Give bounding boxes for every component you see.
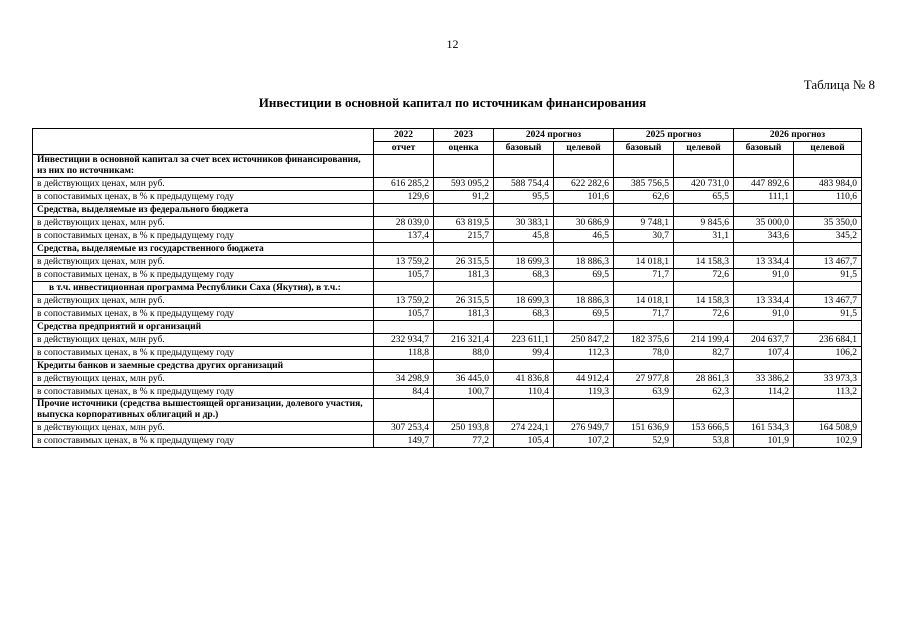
table-label: Таблица № 8 — [803, 77, 875, 92]
table-row-heading — [33, 360, 862, 373]
value-cell: 149,7 — [374, 435, 434, 448]
value-cell — [494, 282, 554, 295]
value-cell: 112,3 — [554, 347, 614, 360]
value-cell: 385 756,5 — [614, 178, 674, 191]
value-cell: 28 861,3 — [674, 373, 734, 386]
value-cell: 30,7 — [614, 230, 674, 243]
value-cell: 18 699,3 — [494, 256, 554, 269]
header-year-2025: 2025 прогноз — [614, 129, 734, 142]
value-cell — [674, 243, 734, 256]
table-row-heading — [33, 321, 862, 334]
value-cell — [614, 204, 674, 217]
value-cell — [434, 321, 494, 334]
value-cell: 106,2 — [794, 347, 862, 360]
value-cell — [674, 360, 734, 373]
value-cell: 276 949,7 — [554, 422, 614, 435]
value-cell — [554, 282, 614, 295]
row-label: в сопоставимых ценах, в % к предыдущему году — [33, 308, 374, 321]
value-cell: 215,7 — [434, 230, 494, 243]
value-cell: 250 193,8 — [434, 422, 494, 435]
header-year-2022: 2022 — [374, 129, 434, 142]
value-cell — [674, 321, 734, 334]
value-cell — [494, 204, 554, 217]
table-row — [33, 256, 862, 269]
value-cell — [734, 282, 794, 295]
value-cell: 181,3 — [434, 308, 494, 321]
table-row-heading — [33, 243, 862, 256]
table-header — [33, 129, 862, 155]
value-cell — [374, 243, 434, 256]
table-row — [33, 191, 862, 204]
value-cell — [734, 399, 794, 422]
value-cell: 44 912,4 — [554, 373, 614, 386]
table-row — [33, 295, 862, 308]
table-row — [33, 422, 862, 435]
table-row-heading — [33, 204, 862, 217]
value-cell: 622 282,6 — [554, 178, 614, 191]
value-cell: 35 000,0 — [734, 217, 794, 230]
value-cell: 35 350,0 — [794, 217, 862, 230]
value-cell: 18 886,3 — [554, 295, 614, 308]
value-cell: 223 611,1 — [494, 334, 554, 347]
value-cell: 420 731,0 — [674, 178, 734, 191]
row-label: Средства предприятий и организаций — [33, 321, 374, 334]
value-cell: 45,8 — [494, 230, 554, 243]
value-cell: 111,1 — [734, 191, 794, 204]
value-cell: 91,2 — [434, 191, 494, 204]
table-row-heading — [33, 155, 862, 178]
value-cell — [554, 243, 614, 256]
value-cell: 65,5 — [674, 191, 734, 204]
value-cell: 41 836,8 — [494, 373, 554, 386]
value-cell: 101,6 — [554, 191, 614, 204]
value-cell: 274 224,1 — [494, 422, 554, 435]
value-cell: 447 892,6 — [734, 178, 794, 191]
row-label: Средства, выделяемые из федерального бюджета — [33, 204, 374, 217]
value-cell: 204 637,7 — [734, 334, 794, 347]
value-cell — [614, 321, 674, 334]
value-cell — [494, 399, 554, 422]
value-cell — [674, 282, 734, 295]
value-cell: 14 158,3 — [674, 295, 734, 308]
value-cell: 72,6 — [674, 269, 734, 282]
value-cell: 9 748,1 — [614, 217, 674, 230]
value-cell — [794, 360, 862, 373]
row-label: Средства, выделяемые из государственного бюджета — [33, 243, 374, 256]
row-label: в действующих ценах, млн руб. — [33, 178, 374, 191]
value-cell — [494, 155, 554, 178]
value-cell: 250 847,2 — [554, 334, 614, 347]
value-cell: 102,9 — [794, 435, 862, 448]
value-cell: 30 383,1 — [494, 217, 554, 230]
value-cell: 483 984,0 — [794, 178, 862, 191]
value-cell: 71,7 — [614, 308, 674, 321]
value-cell: 63 819,5 — [434, 217, 494, 230]
value-cell — [734, 360, 794, 373]
value-cell — [374, 360, 434, 373]
row-label: в сопоставимых ценах, в % к предыдущему году — [33, 191, 374, 204]
value-cell: 18 886,3 — [554, 256, 614, 269]
value-cell: 27 977,8 — [614, 373, 674, 386]
value-cell: 13 759,2 — [374, 256, 434, 269]
header-sub: целевой — [554, 142, 614, 155]
value-cell: 68,3 — [494, 269, 554, 282]
value-cell: 153 666,5 — [674, 422, 734, 435]
value-cell: 164 508,9 — [794, 422, 862, 435]
value-cell: 14 018,1 — [614, 295, 674, 308]
value-cell: 161 534,3 — [734, 422, 794, 435]
value-cell: 101,9 — [734, 435, 794, 448]
value-cell: 13 759,2 — [374, 295, 434, 308]
value-cell — [374, 399, 434, 422]
value-cell — [434, 282, 494, 295]
value-cell — [794, 155, 862, 178]
value-cell — [434, 399, 494, 422]
value-cell: 53,8 — [674, 435, 734, 448]
row-label: в действующих ценах, млн руб. — [33, 373, 374, 386]
value-cell: 114,2 — [734, 386, 794, 399]
value-cell — [794, 321, 862, 334]
value-cell: 105,7 — [374, 269, 434, 282]
value-cell: 26 315,5 — [434, 256, 494, 269]
header-year-2023: 2023 — [434, 129, 494, 142]
table-row — [33, 373, 862, 386]
value-cell: 100,7 — [434, 386, 494, 399]
value-cell: 72,6 — [674, 308, 734, 321]
value-cell: 36 445,0 — [434, 373, 494, 386]
value-cell — [674, 399, 734, 422]
header-sub: целевой — [674, 142, 734, 155]
value-cell: 181,3 — [434, 269, 494, 282]
value-cell: 9 845,6 — [674, 217, 734, 230]
value-cell: 345,2 — [794, 230, 862, 243]
row-label: Инвестиции в основной капитал за счет всех источников финансирования, из них по источникам: — [33, 155, 374, 178]
value-cell — [554, 399, 614, 422]
page-number: 12 — [446, 37, 459, 51]
value-cell: 62,3 — [674, 386, 734, 399]
value-cell: 82,7 — [674, 347, 734, 360]
value-cell — [554, 155, 614, 178]
row-label: Кредиты банков и заемные средства других организаций — [33, 360, 374, 373]
value-cell: 14 018,1 — [614, 256, 674, 269]
table-body — [33, 155, 862, 448]
value-cell — [374, 321, 434, 334]
value-cell: 182 375,6 — [614, 334, 674, 347]
value-cell: 107,4 — [734, 347, 794, 360]
value-cell: 91,0 — [734, 269, 794, 282]
value-cell: 88,0 — [434, 347, 494, 360]
row-label: в сопоставимых ценах, в % к предыдущему году — [33, 386, 374, 399]
value-cell — [614, 399, 674, 422]
value-cell: 214 199,4 — [674, 334, 734, 347]
financing-table — [32, 128, 862, 448]
value-cell: 99,4 — [494, 347, 554, 360]
value-cell: 78,0 — [614, 347, 674, 360]
table-row-heading — [33, 399, 862, 422]
value-cell: 31,1 — [674, 230, 734, 243]
header-year-2024: 2024 прогноз — [494, 129, 614, 142]
header-row-years — [33, 129, 862, 142]
value-cell: 113,2 — [794, 386, 862, 399]
value-cell — [614, 243, 674, 256]
header-sub: оценка — [434, 142, 494, 155]
header-empty — [33, 129, 374, 155]
row-label: в действующих ценах, млн руб. — [33, 295, 374, 308]
value-cell — [734, 204, 794, 217]
value-cell: 118,8 — [374, 347, 434, 360]
value-cell: 13 334,4 — [734, 295, 794, 308]
value-cell — [554, 360, 614, 373]
value-cell: 33 973,3 — [794, 373, 862, 386]
value-cell: 77,2 — [434, 435, 494, 448]
value-cell — [614, 282, 674, 295]
value-cell — [734, 321, 794, 334]
value-cell — [794, 243, 862, 256]
value-cell: 119,3 — [554, 386, 614, 399]
row-label: Прочие источники (средства вышестоящей организации, долевого участия, выпуска корпоративных облигаций и др.) — [33, 399, 374, 422]
value-cell: 13 334,4 — [734, 256, 794, 269]
value-cell: 216 321,4 — [434, 334, 494, 347]
row-label: в сопоставимых ценах, в % к предыдущему году — [33, 435, 374, 448]
row-label: в действующих ценах, млн руб. — [33, 422, 374, 435]
value-cell: 62,6 — [614, 191, 674, 204]
row-label: в действующих ценах, млн руб. — [33, 256, 374, 269]
table-row — [33, 308, 862, 321]
table-row — [33, 347, 862, 360]
header-sub: отчет — [374, 142, 434, 155]
value-cell — [374, 204, 434, 217]
header-sub: базовый — [614, 142, 674, 155]
value-cell — [794, 399, 862, 422]
value-cell — [734, 155, 794, 178]
value-cell: 84,4 — [374, 386, 434, 399]
value-cell: 588 754,4 — [494, 178, 554, 191]
value-cell: 52,9 — [614, 435, 674, 448]
value-cell — [554, 321, 614, 334]
value-cell: 26 315,5 — [434, 295, 494, 308]
value-cell: 13 467,7 — [794, 256, 862, 269]
value-cell: 307 253,4 — [374, 422, 434, 435]
value-cell: 46,5 — [554, 230, 614, 243]
value-cell: 30 686,9 — [554, 217, 614, 230]
value-cell: 69,5 — [554, 269, 614, 282]
header-sub: базовый — [494, 142, 554, 155]
value-cell: 33 386,2 — [734, 373, 794, 386]
value-cell: 232 934,7 — [374, 334, 434, 347]
value-cell: 68,3 — [494, 308, 554, 321]
value-cell — [434, 360, 494, 373]
value-cell: 91,0 — [734, 308, 794, 321]
value-cell — [674, 204, 734, 217]
document-title: Инвестиции в основной капитал по источникам финансирования — [258, 95, 647, 110]
value-cell: 18 699,3 — [494, 295, 554, 308]
value-cell: 95,5 — [494, 191, 554, 204]
value-cell: 69,5 — [554, 308, 614, 321]
value-cell: 343,6 — [734, 230, 794, 243]
value-cell: 63,9 — [614, 386, 674, 399]
value-cell: 71,7 — [614, 269, 674, 282]
value-cell: 593 095,2 — [434, 178, 494, 191]
header-sub: базовый — [734, 142, 794, 155]
table-row — [33, 230, 862, 243]
value-cell — [494, 321, 554, 334]
value-cell: 107,2 — [554, 435, 614, 448]
row-label: в действующих ценах, млн руб. — [33, 217, 374, 230]
value-cell — [794, 204, 862, 217]
table-row — [33, 217, 862, 230]
value-cell: 91,5 — [794, 308, 862, 321]
value-cell — [614, 360, 674, 373]
value-cell — [434, 155, 494, 178]
value-cell — [674, 155, 734, 178]
value-cell: 151 636,9 — [614, 422, 674, 435]
value-cell — [374, 155, 434, 178]
value-cell: 137,4 — [374, 230, 434, 243]
row-label: в сопоставимых ценах, в % к предыдущему году — [33, 269, 374, 282]
value-cell: 34 298,9 — [374, 373, 434, 386]
row-label: в т.ч. инвестиционная программа Республики Саха (Якутия), в т.ч.: — [33, 282, 374, 295]
value-cell — [734, 243, 794, 256]
header-year-2026: 2026 прогноз — [734, 129, 862, 142]
table-row — [33, 386, 862, 399]
row-label: в сопоставимых ценах, в % к предыдущему году — [33, 347, 374, 360]
table-row — [33, 178, 862, 191]
value-cell — [554, 204, 614, 217]
table-row — [33, 334, 862, 347]
table-row — [33, 435, 862, 448]
value-cell: 13 467,7 — [794, 295, 862, 308]
value-cell — [494, 360, 554, 373]
value-cell — [494, 243, 554, 256]
value-cell: 110,6 — [794, 191, 862, 204]
value-cell — [614, 155, 674, 178]
value-cell — [794, 282, 862, 295]
value-cell — [434, 204, 494, 217]
table-row — [33, 269, 862, 282]
value-cell — [434, 243, 494, 256]
value-cell: 110,4 — [494, 386, 554, 399]
value-cell: 28 039,0 — [374, 217, 434, 230]
value-cell: 129,6 — [374, 191, 434, 204]
value-cell: 105,4 — [494, 435, 554, 448]
value-cell: 14 158,3 — [674, 256, 734, 269]
row-label: в действующих ценах, млн руб. — [33, 334, 374, 347]
table-row-heading — [33, 282, 862, 295]
value-cell: 236 684,1 — [794, 334, 862, 347]
row-label: в сопоставимых ценах, в % к предыдущему году — [33, 230, 374, 243]
value-cell — [374, 282, 434, 295]
value-cell: 616 285,2 — [374, 178, 434, 191]
value-cell: 105,7 — [374, 308, 434, 321]
header-sub: целевой — [794, 142, 862, 155]
value-cell: 91,5 — [794, 269, 862, 282]
